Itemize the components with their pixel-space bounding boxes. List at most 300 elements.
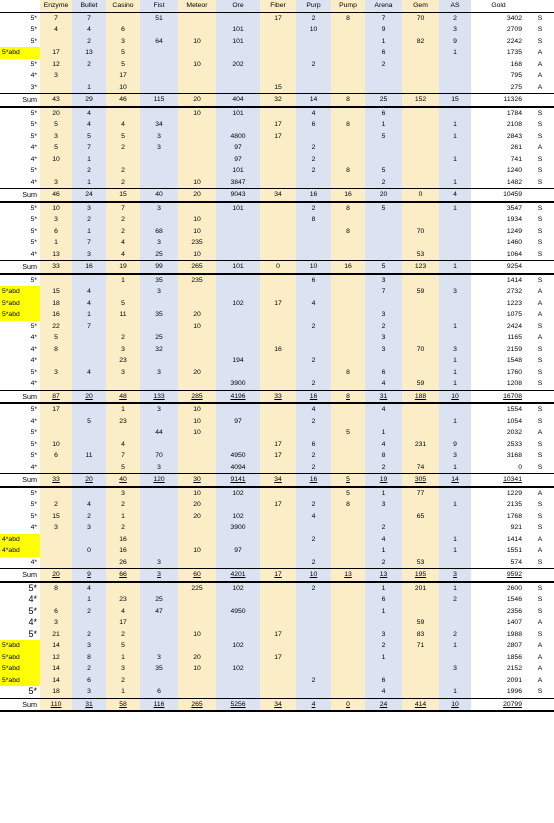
value-cell[interactable] — [331, 439, 365, 451]
value-cell[interactable]: 2 — [72, 511, 106, 523]
row-label[interactable]: 5* — [0, 367, 40, 379]
value-cell[interactable]: 17 — [260, 629, 296, 641]
value-cell[interactable] — [216, 332, 260, 344]
gold-cell[interactable]: 3168 — [471, 450, 526, 462]
value-cell[interactable]: 201 — [402, 582, 439, 595]
type-cell[interactable]: A — [526, 309, 554, 321]
value-cell[interactable] — [216, 286, 260, 298]
value-cell[interactable]: 1 — [439, 378, 471, 390]
value-cell[interactable]: 25 — [140, 332, 178, 344]
type-cell[interactable]: S — [526, 606, 554, 618]
value-cell[interactable] — [178, 165, 216, 177]
value-cell[interactable] — [260, 606, 296, 618]
value-cell[interactable] — [296, 332, 331, 344]
gold-cell[interactable]: 1548 — [471, 355, 526, 367]
value-cell[interactable]: 1 — [72, 226, 106, 238]
value-cell[interactable] — [439, 165, 471, 177]
value-cell[interactable] — [140, 416, 178, 428]
value-cell[interactable]: 4950 — [216, 450, 260, 462]
value-cell[interactable] — [365, 617, 402, 629]
gold-cell[interactable]: 275 — [471, 82, 526, 94]
row-label[interactable]: 5*abd — [0, 286, 40, 298]
value-cell[interactable] — [140, 487, 178, 500]
sum-cell[interactable]: 16 — [331, 189, 365, 202]
row-label[interactable]: 4* — [0, 416, 40, 428]
value-cell[interactable]: 16 — [260, 344, 296, 356]
row-label[interactable]: 4* — [0, 142, 40, 154]
value-cell[interactable] — [296, 663, 331, 675]
value-cell[interactable] — [296, 131, 331, 143]
sum-cell[interactable]: 13 — [331, 569, 365, 582]
gold-cell[interactable]: 2732 — [471, 286, 526, 298]
sum-cell[interactable]: 29 — [72, 94, 106, 107]
value-cell[interactable] — [331, 594, 365, 606]
value-cell[interactable] — [140, 154, 178, 166]
value-cell[interactable] — [402, 427, 439, 439]
row-label[interactable]: 5* — [0, 59, 40, 71]
row-label[interactable]: 4* — [0, 344, 40, 356]
sum-gold-cell[interactable]: 16708 — [471, 390, 526, 403]
value-cell[interactable]: 97 — [216, 142, 260, 154]
value-cell[interactable]: 10 — [178, 249, 216, 261]
value-cell[interactable] — [140, 675, 178, 687]
value-cell[interactable]: 2 — [72, 165, 106, 177]
type-cell[interactable]: S — [526, 202, 554, 215]
sum-cell[interactable]: 16 — [331, 261, 365, 274]
value-cell[interactable] — [216, 439, 260, 451]
row-label[interactable]: 4* — [0, 557, 40, 569]
value-cell[interactable]: 15 — [40, 286, 72, 298]
type-cell[interactable]: A — [526, 534, 554, 546]
value-cell[interactable] — [178, 617, 216, 629]
value-cell[interactable]: 9 — [365, 24, 402, 36]
type-cell[interactable]: S — [526, 367, 554, 379]
value-cell[interactable] — [140, 177, 178, 189]
value-cell[interactable]: 2 — [106, 499, 140, 511]
sum-cell[interactable]: 4201 — [216, 569, 260, 582]
value-cell[interactable]: 2 — [296, 557, 331, 569]
value-cell[interactable] — [72, 70, 106, 82]
value-cell[interactable] — [260, 534, 296, 546]
value-cell[interactable] — [216, 226, 260, 238]
type-cell[interactable]: S — [526, 403, 554, 416]
value-cell[interactable] — [216, 675, 260, 687]
value-cell[interactable] — [296, 226, 331, 238]
sum-cell[interactable]: 33 — [40, 474, 72, 487]
value-cell[interactable]: 97 — [216, 545, 260, 557]
sum-cell[interactable]: 40 — [106, 474, 140, 487]
value-cell[interactable]: 1 — [365, 545, 402, 557]
value-cell[interactable]: 12 — [40, 59, 72, 71]
row-label[interactable]: 5* — [0, 226, 40, 238]
row-label[interactable]: 5*abd — [0, 652, 40, 664]
gold-cell[interactable]: 1414 — [471, 534, 526, 546]
value-cell[interactable]: 6 — [365, 367, 402, 379]
value-cell[interactable]: 1 — [72, 309, 106, 321]
value-cell[interactable] — [260, 214, 296, 226]
value-cell[interactable]: 2 — [365, 177, 402, 189]
value-cell[interactable]: 23 — [106, 355, 140, 367]
value-cell[interactable] — [296, 545, 331, 557]
value-cell[interactable]: 2 — [296, 675, 331, 687]
value-cell[interactable]: 7 — [72, 321, 106, 333]
type-cell[interactable]: S — [526, 355, 554, 367]
value-cell[interactable] — [296, 652, 331, 664]
gold-cell[interactable]: 2424 — [471, 321, 526, 333]
value-cell[interactable]: 1 — [439, 499, 471, 511]
value-cell[interactable] — [260, 640, 296, 652]
value-cell[interactable]: 25 — [140, 249, 178, 261]
value-cell[interactable]: 14 — [40, 663, 72, 675]
value-cell[interactable]: 18 — [40, 298, 72, 310]
value-cell[interactable] — [178, 686, 216, 698]
value-cell[interactable]: 4 — [106, 249, 140, 261]
value-cell[interactable] — [106, 12, 140, 24]
value-cell[interactable]: 8 — [40, 344, 72, 356]
sum-cell[interactable]: 123 — [402, 261, 439, 274]
sum-cell[interactable]: 60 — [178, 569, 216, 582]
value-cell[interactable]: 2 — [106, 214, 140, 226]
value-cell[interactable] — [331, 344, 365, 356]
value-cell[interactable]: 5 — [72, 131, 106, 143]
value-cell[interactable] — [439, 107, 471, 120]
row-label[interactable]: 4* — [0, 249, 40, 261]
value-cell[interactable] — [365, 416, 402, 428]
value-cell[interactable] — [260, 663, 296, 675]
value-cell[interactable] — [260, 403, 296, 416]
value-cell[interactable] — [331, 545, 365, 557]
sum-cell[interactable]: 0 — [260, 261, 296, 274]
value-cell[interactable] — [296, 177, 331, 189]
value-cell[interactable] — [178, 534, 216, 546]
gold-cell[interactable]: 574 — [471, 557, 526, 569]
value-cell[interactable] — [140, 640, 178, 652]
row-label[interactable]: 4*abd — [0, 545, 40, 557]
value-cell[interactable]: 4 — [72, 582, 106, 595]
value-cell[interactable]: 59 — [402, 378, 439, 390]
value-cell[interactable]: 3847 — [216, 177, 260, 189]
value-cell[interactable] — [331, 249, 365, 261]
sum-cell[interactable]: 13 — [365, 569, 402, 582]
gold-cell[interactable]: 1460 — [471, 237, 526, 249]
value-cell[interactable] — [140, 522, 178, 534]
type-cell[interactable]: S — [526, 629, 554, 641]
value-cell[interactable]: 17 — [260, 119, 296, 131]
value-cell[interactable] — [260, 367, 296, 379]
sum-cell[interactable]: 20 — [40, 569, 72, 582]
value-cell[interactable]: 2 — [296, 462, 331, 474]
gold-cell[interactable]: 2135 — [471, 499, 526, 511]
value-cell[interactable]: 35 — [140, 309, 178, 321]
type-cell[interactable]: S — [526, 321, 554, 333]
value-cell[interactable] — [178, 24, 216, 36]
value-cell[interactable]: 2 — [439, 12, 471, 24]
value-cell[interactable] — [140, 439, 178, 451]
value-cell[interactable] — [296, 427, 331, 439]
value-cell[interactable] — [402, 367, 439, 379]
value-cell[interactable] — [439, 226, 471, 238]
value-cell[interactable]: 15 — [260, 82, 296, 94]
sum-cell[interactable]: 8 — [331, 94, 365, 107]
row-label[interactable]: 5* — [0, 237, 40, 249]
value-cell[interactable] — [260, 675, 296, 687]
row-label[interactable]: 5* — [0, 450, 40, 462]
value-cell[interactable] — [402, 119, 439, 131]
value-cell[interactable]: 59 — [402, 286, 439, 298]
sum-cell[interactable]: 33 — [260, 390, 296, 403]
value-cell[interactable] — [178, 439, 216, 451]
gold-cell[interactable]: 741 — [471, 154, 526, 166]
value-cell[interactable] — [140, 214, 178, 226]
value-cell[interactable] — [216, 557, 260, 569]
sum-cell[interactable]: 19 — [365, 474, 402, 487]
value-cell[interactable] — [402, 177, 439, 189]
value-cell[interactable] — [140, 70, 178, 82]
value-cell[interactable] — [402, 274, 439, 287]
value-cell[interactable] — [260, 545, 296, 557]
value-cell[interactable]: 5 — [72, 416, 106, 428]
value-cell[interactable] — [216, 499, 260, 511]
value-cell[interactable] — [260, 309, 296, 321]
sum-cell[interactable]: 31 — [72, 698, 106, 711]
sum-cell[interactable]: 133 — [140, 390, 178, 403]
value-cell[interactable] — [331, 582, 365, 595]
type-cell[interactable]: A — [526, 545, 554, 557]
value-cell[interactable]: 3 — [365, 499, 402, 511]
value-cell[interactable] — [40, 487, 72, 500]
value-cell[interactable]: 77 — [402, 487, 439, 500]
type-cell[interactable]: S — [526, 582, 554, 595]
value-cell[interactable] — [106, 154, 140, 166]
value-cell[interactable]: 2 — [365, 321, 402, 333]
row-label[interactable]: 5* — [0, 214, 40, 226]
value-cell[interactable] — [140, 82, 178, 94]
gold-cell[interactable]: 1407 — [471, 617, 526, 629]
type-cell[interactable]: S — [526, 557, 554, 569]
sum-cell[interactable]: 19 — [106, 261, 140, 274]
value-cell[interactable]: 1 — [72, 154, 106, 166]
value-cell[interactable]: 70 — [402, 226, 439, 238]
value-cell[interactable]: 2 — [365, 59, 402, 71]
value-cell[interactable]: 1 — [40, 237, 72, 249]
value-cell[interactable] — [140, 617, 178, 629]
value-cell[interactable] — [402, 416, 439, 428]
sum-cell[interactable]: 20 — [72, 390, 106, 403]
value-cell[interactable] — [331, 131, 365, 143]
value-cell[interactable]: 102 — [216, 582, 260, 595]
value-cell[interactable]: 3 — [365, 344, 402, 356]
value-cell[interactable] — [216, 309, 260, 321]
value-cell[interactable] — [40, 274, 72, 287]
value-cell[interactable]: 17 — [260, 652, 296, 664]
row-label[interactable]: 5* — [0, 439, 40, 451]
value-cell[interactable] — [365, 249, 402, 261]
value-cell[interactable] — [72, 462, 106, 474]
value-cell[interactable] — [331, 24, 365, 36]
value-cell[interactable]: 3 — [72, 249, 106, 261]
value-cell[interactable]: 4 — [72, 24, 106, 36]
row-label[interactable]: 5* — [0, 24, 40, 36]
value-cell[interactable]: 3 — [72, 522, 106, 534]
value-cell[interactable]: 1 — [72, 594, 106, 606]
value-cell[interactable]: 10 — [178, 403, 216, 416]
value-cell[interactable] — [365, 226, 402, 238]
type-cell[interactable]: A — [526, 652, 554, 664]
value-cell[interactable]: 5 — [40, 142, 72, 154]
value-cell[interactable]: 101 — [216, 24, 260, 36]
value-cell[interactable]: 2 — [365, 462, 402, 474]
value-cell[interactable] — [331, 686, 365, 698]
value-cell[interactable]: 10 — [40, 154, 72, 166]
gold-cell[interactable]: 2159 — [471, 344, 526, 356]
value-cell[interactable]: 4 — [106, 237, 140, 249]
gold-cell[interactable]: 3547 — [471, 202, 526, 215]
type-cell[interactable]: S — [526, 165, 554, 177]
value-cell[interactable] — [402, 652, 439, 664]
value-cell[interactable] — [178, 82, 216, 94]
value-cell[interactable]: 5 — [331, 427, 365, 439]
value-cell[interactable]: 6 — [106, 24, 140, 36]
value-cell[interactable] — [331, 534, 365, 546]
value-cell[interactable]: 10 — [178, 427, 216, 439]
sum-cell[interactable]: 414 — [402, 698, 439, 711]
gold-cell[interactable]: 1784 — [471, 107, 526, 120]
value-cell[interactable]: 4 — [365, 686, 402, 698]
value-cell[interactable] — [402, 545, 439, 557]
value-cell[interactable] — [439, 142, 471, 154]
row-label[interactable]: 5* — [0, 686, 40, 698]
value-cell[interactable]: 14 — [40, 675, 72, 687]
value-cell[interactable] — [72, 274, 106, 287]
sum-cell[interactable]: 17 — [260, 569, 296, 582]
value-cell[interactable]: 10 — [178, 59, 216, 71]
gold-cell[interactable]: 1856 — [471, 652, 526, 664]
value-cell[interactable]: 1 — [439, 47, 471, 59]
value-cell[interactable] — [331, 298, 365, 310]
value-cell[interactable]: 5 — [331, 487, 365, 500]
value-cell[interactable] — [439, 214, 471, 226]
value-cell[interactable]: 17 — [260, 450, 296, 462]
value-cell[interactable]: 13 — [40, 249, 72, 261]
value-cell[interactable]: 10 — [40, 202, 72, 215]
value-cell[interactable] — [72, 332, 106, 344]
row-label[interactable]: 4* — [0, 462, 40, 474]
type-cell[interactable]: S — [526, 119, 554, 131]
sum-cell[interactable]: 20 — [178, 94, 216, 107]
value-cell[interactable] — [439, 511, 471, 523]
value-cell[interactable]: 3 — [140, 462, 178, 474]
value-cell[interactable] — [216, 119, 260, 131]
value-cell[interactable]: 4 — [72, 298, 106, 310]
gold-cell[interactable]: 2533 — [471, 439, 526, 451]
value-cell[interactable] — [439, 487, 471, 500]
sum-cell[interactable]: 24 — [365, 698, 402, 711]
value-cell[interactable] — [106, 321, 140, 333]
value-cell[interactable]: 1 — [439, 582, 471, 595]
row-label[interactable]: 5*abd — [0, 663, 40, 675]
value-cell[interactable]: 1 — [439, 154, 471, 166]
sum-cell[interactable]: 5 — [365, 261, 402, 274]
value-cell[interactable] — [331, 142, 365, 154]
gold-cell[interactable]: 1996 — [471, 686, 526, 698]
value-cell[interactable]: 20 — [40, 107, 72, 120]
value-cell[interactable] — [260, 70, 296, 82]
row-label[interactable]: 5*abd — [0, 298, 40, 310]
value-cell[interactable] — [216, 686, 260, 698]
value-cell[interactable] — [296, 249, 331, 261]
value-cell[interactable]: 202 — [216, 59, 260, 71]
row-label[interactable]: 5* — [0, 511, 40, 523]
sum-cell[interactable]: 116 — [140, 698, 178, 711]
value-cell[interactable]: 71 — [402, 640, 439, 652]
value-cell[interactable]: 21 — [40, 629, 72, 641]
type-cell[interactable]: S — [526, 511, 554, 523]
row-label[interactable]: 4* — [0, 378, 40, 390]
value-cell[interactable] — [40, 355, 72, 367]
value-cell[interactable]: 11 — [72, 450, 106, 462]
value-cell[interactable] — [178, 344, 216, 356]
value-cell[interactable] — [260, 416, 296, 428]
value-cell[interactable] — [260, 237, 296, 249]
value-cell[interactable]: 70 — [402, 12, 439, 24]
sum-cell[interactable]: 195 — [402, 569, 439, 582]
row-label[interactable]: 3* — [0, 82, 40, 94]
sum-cell[interactable]: 0 — [331, 698, 365, 711]
value-cell[interactable] — [439, 70, 471, 82]
value-cell[interactable] — [365, 355, 402, 367]
value-cell[interactable] — [331, 177, 365, 189]
value-cell[interactable] — [331, 214, 365, 226]
value-cell[interactable] — [331, 403, 365, 416]
value-cell[interactable] — [260, 378, 296, 390]
value-cell[interactable]: 25 — [140, 594, 178, 606]
gold-cell[interactable]: 3402 — [471, 12, 526, 24]
value-cell[interactable]: 9 — [439, 36, 471, 48]
gold-cell[interactable]: 2242 — [471, 36, 526, 48]
value-cell[interactable]: 2 — [365, 640, 402, 652]
value-cell[interactable] — [178, 119, 216, 131]
value-cell[interactable] — [216, 82, 260, 94]
value-cell[interactable] — [331, 557, 365, 569]
value-cell[interactable]: 44 — [140, 427, 178, 439]
value-cell[interactable] — [260, 511, 296, 523]
value-cell[interactable]: 5 — [365, 131, 402, 143]
gold-cell[interactable]: 2091 — [471, 675, 526, 687]
value-cell[interactable] — [402, 450, 439, 462]
value-cell[interactable]: 102 — [216, 487, 260, 500]
value-cell[interactable]: 3 — [365, 629, 402, 641]
value-cell[interactable]: 5 — [365, 202, 402, 215]
value-cell[interactable] — [140, 165, 178, 177]
value-cell[interactable] — [216, 652, 260, 664]
value-cell[interactable] — [216, 47, 260, 59]
value-cell[interactable]: 10 — [178, 545, 216, 557]
value-cell[interactable] — [72, 617, 106, 629]
value-cell[interactable] — [402, 70, 439, 82]
sum-cell[interactable]: 152 — [402, 94, 439, 107]
value-cell[interactable]: 3 — [40, 522, 72, 534]
value-cell[interactable]: 10 — [178, 107, 216, 120]
value-cell[interactable] — [106, 427, 140, 439]
row-label[interactable]: 5* — [0, 427, 40, 439]
type-cell[interactable]: S — [526, 274, 554, 287]
value-cell[interactable] — [402, 309, 439, 321]
value-cell[interactable] — [260, 202, 296, 215]
value-cell[interactable] — [216, 249, 260, 261]
value-cell[interactable]: 1 — [365, 606, 402, 618]
value-cell[interactable]: 0 — [72, 545, 106, 557]
gold-cell[interactable]: 1064 — [471, 249, 526, 261]
